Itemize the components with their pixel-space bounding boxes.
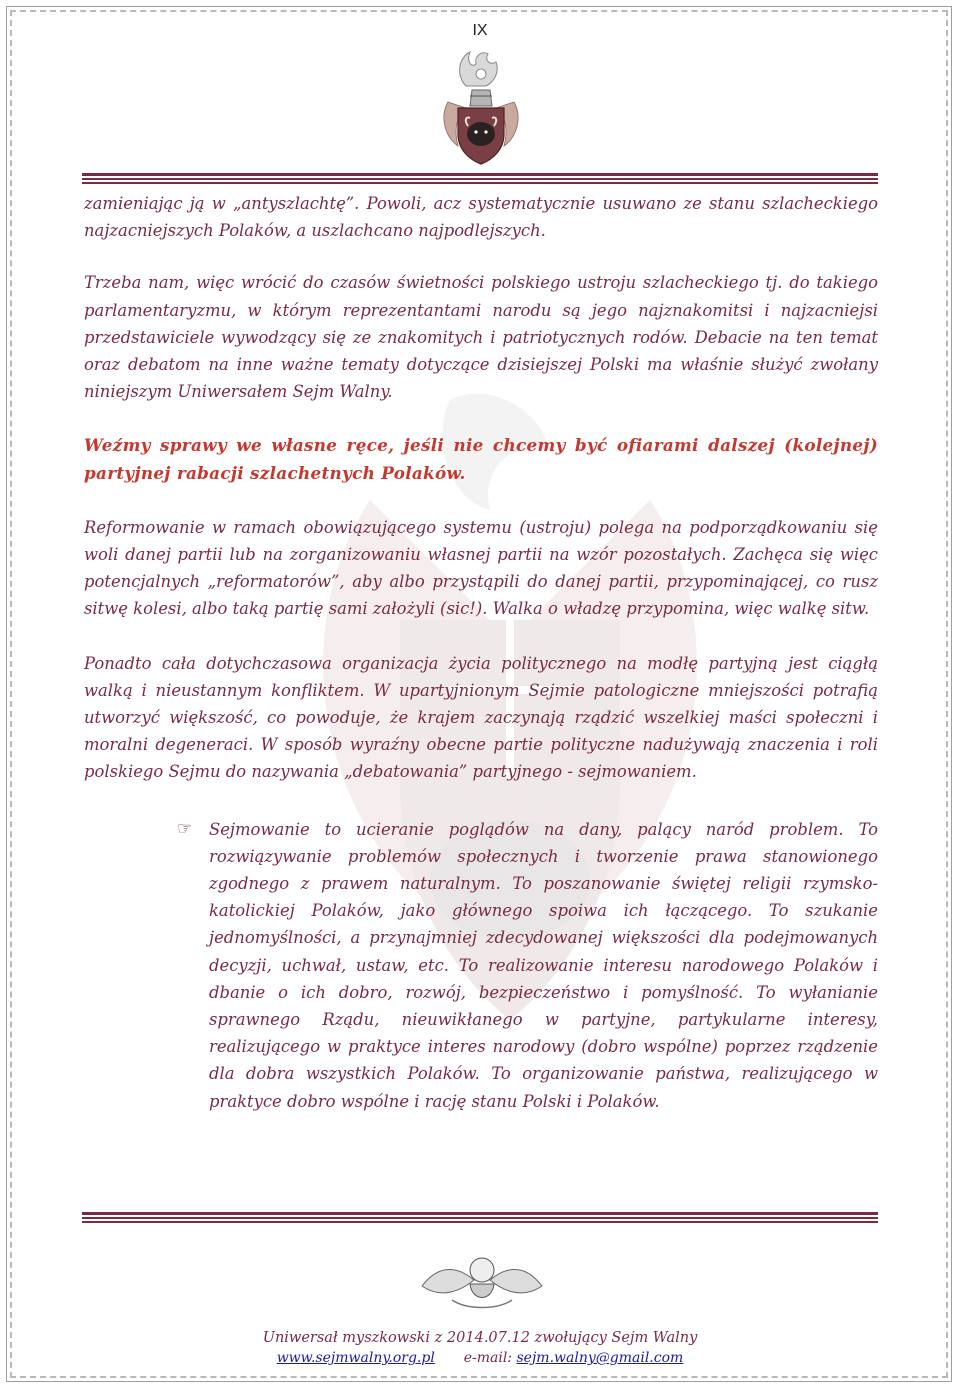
website-link[interactable]: www.sejmwalny.org.pl <box>276 1350 435 1366</box>
document-body <box>84 190 878 1115</box>
footer-title: Uniwersał myszkowski z 2014.07.12 zwołujący Sejm Walny <box>262 1330 698 1346</box>
bullet-item <box>177 816 878 1115</box>
top-divider <box>82 173 878 187</box>
emphasized-paragraph: Weźmy sprawy we własne ręce, jeśli nie chcemy być ofiarami dalszej (kolejnej) partyjnej rabacji szlachetnych Polaków. <box>84 435 878 483</box>
paragraph: zamieniając ją w „antyszlachtę”. Powoli, acz systematycznie usuwano ze stanu szlacheckiego najzacniejszych Polaków, a uszlachcano najpodlejszych. <box>84 194 878 241</box>
footer-contact <box>0 1350 960 1366</box>
bottom-divider <box>82 1212 878 1226</box>
page-number: IX <box>472 22 488 39</box>
cherub-ornament-icon <box>412 1240 552 1316</box>
email-label: e-mail: <box>463 1350 513 1366</box>
paragraph: Reformowanie w ramach obowiązującego systemu (ustroju) polega na podporządkowaniu się woli danej partii lub na zorganizowaniu własnej partii na wzór pozostałych. Zachęca się więc potencjalnych „reformatorów”, aby albo przystąpili do danej partii, przypominającej, co rusz sitwę kolesi, albo taką partię sami założyli (sic!). Walka o władzę przypomina, więc walkę sitw. <box>84 517 878 619</box>
coat-of-arms-icon <box>436 46 526 166</box>
paragraph: Ponadto cała dotychczasowa organizacja życia politycznego na modłę partyjną jest ciągłą walką i nieustannym konfliktem. W upartyjnionym Sejmie patologiczne mniejszości potrafią utworzyć większość, co powoduje, że krajem zaczynają rządzić wszelkiej maści społeczni i moralni degeneraci. W sposób wyraźny obecne partie polityczne nadużywają znaczenia i roli polskiego Sejmu do nazywania „debatowania” partyjnego - sejmowaniem. <box>84 653 878 782</box>
paragraph: Trzeba nam, więc wrócić do czasów świetności polskiego ustroju szlacheckiego tj. do takiego parlamentaryzmu, w którym reprezentantami narodu są jego najznakomitsi i najzacniejsi przedstawiciele wywodzący się ze znakomitych i patriotycznych rodów. Debacie na ten temat oraz debatom na inne ważne tematy dotyczące dzisiejszej Polski ma właśnie służyć zwołany niniejszym Uniwersałem Sejm Walny. <box>84 273 878 402</box>
bullet-text: Sejmowanie to ucieranie poglądów na dany, palący naród problem. To rozwiązywanie problemów społecznych i tworzenie prawa stanowionego zgodnego z prawem naturalnym. To poszanowanie świętej religii rzymsko-katolickiej Polaków, jako głównego spoiwa ich łączącego. To szukanie jednomyślności, a przynajmniej zdecydowanej większości dla podejmowanych decyzji, uchwał, ustaw, etc. To realizowanie interesu narodowego Polaków i dbanie o ich dobro, rozwój, bezpieczeństwo i pomyślność. To wyłanianie sprawnego Rządu, nieuwikłanego w partyjne, partykularne interesy, realizującego w praktyce interes narodowy (dobro wspólne) poprzez rządzenie dla dobra wszystkich Polaków. To organizowanie państwa, realizującego w praktyce dobro wspólne i rację stanu Polski i Polaków. <box>209 819 878 1111</box>
email-link[interactable]: sejm.walny@gmail.com <box>516 1350 684 1366</box>
pointing-hand-icon: ☞ <box>177 818 193 839</box>
